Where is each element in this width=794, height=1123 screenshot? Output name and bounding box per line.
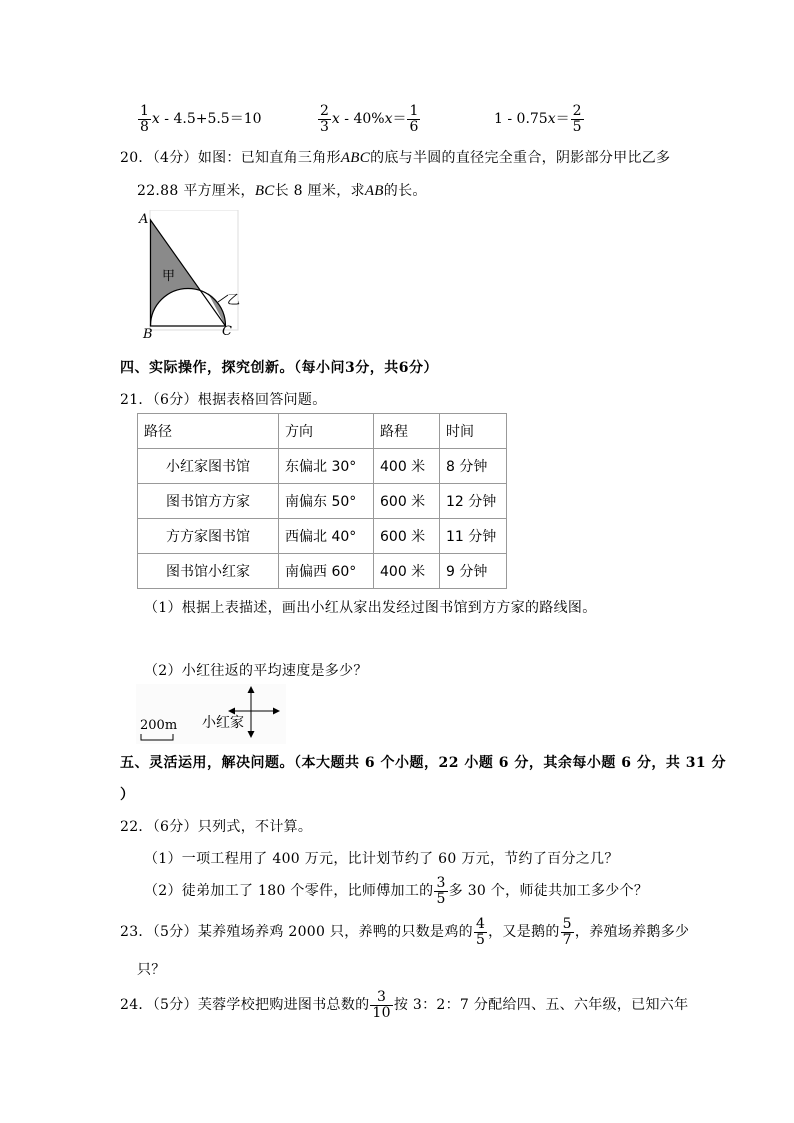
route-table (137, 413, 507, 589)
header-direction: 方向 (279, 414, 374, 449)
label-c: C (222, 324, 232, 339)
table-header-row (138, 414, 507, 449)
equation-2: $\frac{2}{3}$ x - 40%x＝ $\frac{1}{6}$ (320, 103, 419, 135)
scale-label: 200m (140, 718, 178, 733)
question-22: 22．（6分）只列式，不计算。 (120, 819, 313, 835)
cell: 方方家图书馆 (138, 519, 279, 554)
table-row (138, 484, 507, 519)
cell: 南偏东 50° (279, 484, 374, 519)
question-20-line1: 20．（4分）如图：已知直角三角形ABC的底与半圆的直径完全重合，阴影部分甲比乙多 (120, 150, 671, 166)
question-23-line2: 只？ (137, 962, 166, 978)
question-23-line1: 23．（5分）某养殖场养鸡 2000 只，养鸭的只数是鸡的 $\frac{4}{5}$ ，又是鹅的 $\frac{5}{7}$ ，养殖场养鹅多少 (120, 916, 690, 948)
header-time: 时间 (440, 414, 507, 449)
table-row (138, 519, 507, 554)
question-22-sub1: （1）一项工程用了 400 万元，比计划节约了 60 万元，节约了百分之几？ (144, 851, 619, 867)
table-row (138, 554, 507, 589)
cell: 西偏北 40° (279, 519, 374, 554)
fraction: $\frac{4}{5}$ (475, 916, 486, 948)
question-21-sub1: （1）根据上表描述，画出小红从家出发经过图书馆到方方家的路线图。 (144, 600, 597, 616)
equation-3: 1 - 0.75x＝ $\frac{2}{5}$ (494, 103, 582, 135)
label-yi: 乙 (227, 293, 241, 308)
cell: 12 分钟 (440, 484, 507, 519)
fraction: $\frac{3}{10}$ (372, 989, 391, 1021)
table-row (138, 449, 507, 484)
cell: 9 分钟 (440, 554, 507, 589)
section-5-title: 五、灵活运用，解决问题。（本大题共 6 个小题，22 小题 6 分，其余每小题 6 分，共 31 分 (120, 755, 727, 771)
section-4-title: 四、实际操作，探究创新。（每小问3分，共6分） (120, 360, 438, 376)
cell: 东偏北 30° (279, 449, 374, 484)
header-distance: 路程 (374, 414, 440, 449)
section-5-close: ） (120, 787, 135, 803)
label-a: A (139, 212, 149, 227)
question-22-sub2: （2）徒弟加工了 180 个零件，比师傅加工的 $\frac{3}{5}$ 多 30 个，师徒共加工多少个？ (144, 875, 649, 907)
fraction: $\frac{2}{5}$ (572, 103, 582, 135)
cell: 400 米 (374, 554, 440, 589)
cell: 400 米 (374, 449, 440, 484)
header-route: 路径 (138, 414, 279, 449)
cell: 600 米 (374, 519, 440, 554)
cell: 600 米 (374, 484, 440, 519)
question-24-line1: 24．（5分）芙蓉学校把购进图书总数的 $\frac{3}{10}$ 按 3：2：7 分配给四、五、六年级，已知六年 (120, 989, 689, 1021)
fraction: $\frac{1}{6}$ (409, 103, 419, 135)
cell: 小红家图书馆 (138, 449, 279, 484)
fraction: $\frac{2}{3}$ (320, 103, 329, 135)
cell: 南偏西 60° (279, 554, 374, 589)
fraction: $\frac{5}{7}$ (562, 916, 572, 948)
fraction: $\frac{1}{8}$ (140, 103, 149, 135)
triangle-semicircle-figure (136, 210, 246, 340)
fraction: $\frac{3}{5}$ (436, 875, 446, 907)
cell: 图书馆小红家 (138, 554, 279, 589)
question-21-sub2: （2）小红往返的平均速度是多少？ (144, 663, 368, 679)
home-label: 小红家 (202, 715, 244, 731)
cell: 8 分钟 (440, 449, 507, 484)
cell: 图书馆方方家 (138, 484, 279, 519)
label-jia: 甲 (162, 269, 176, 284)
shaded-region-yi (208, 293, 226, 326)
question-21: 21．（6分）根据表格回答问题。 (120, 392, 327, 408)
question-20-line2: 22.88 平方厘米，BC长 8 厘米，求AB的长。 (137, 183, 427, 199)
label-b: B (143, 327, 153, 342)
cell: 11 分钟 (440, 519, 507, 554)
equation-1: $\frac{1}{8}$ x - 4.5+5.5＝10 (140, 103, 262, 135)
